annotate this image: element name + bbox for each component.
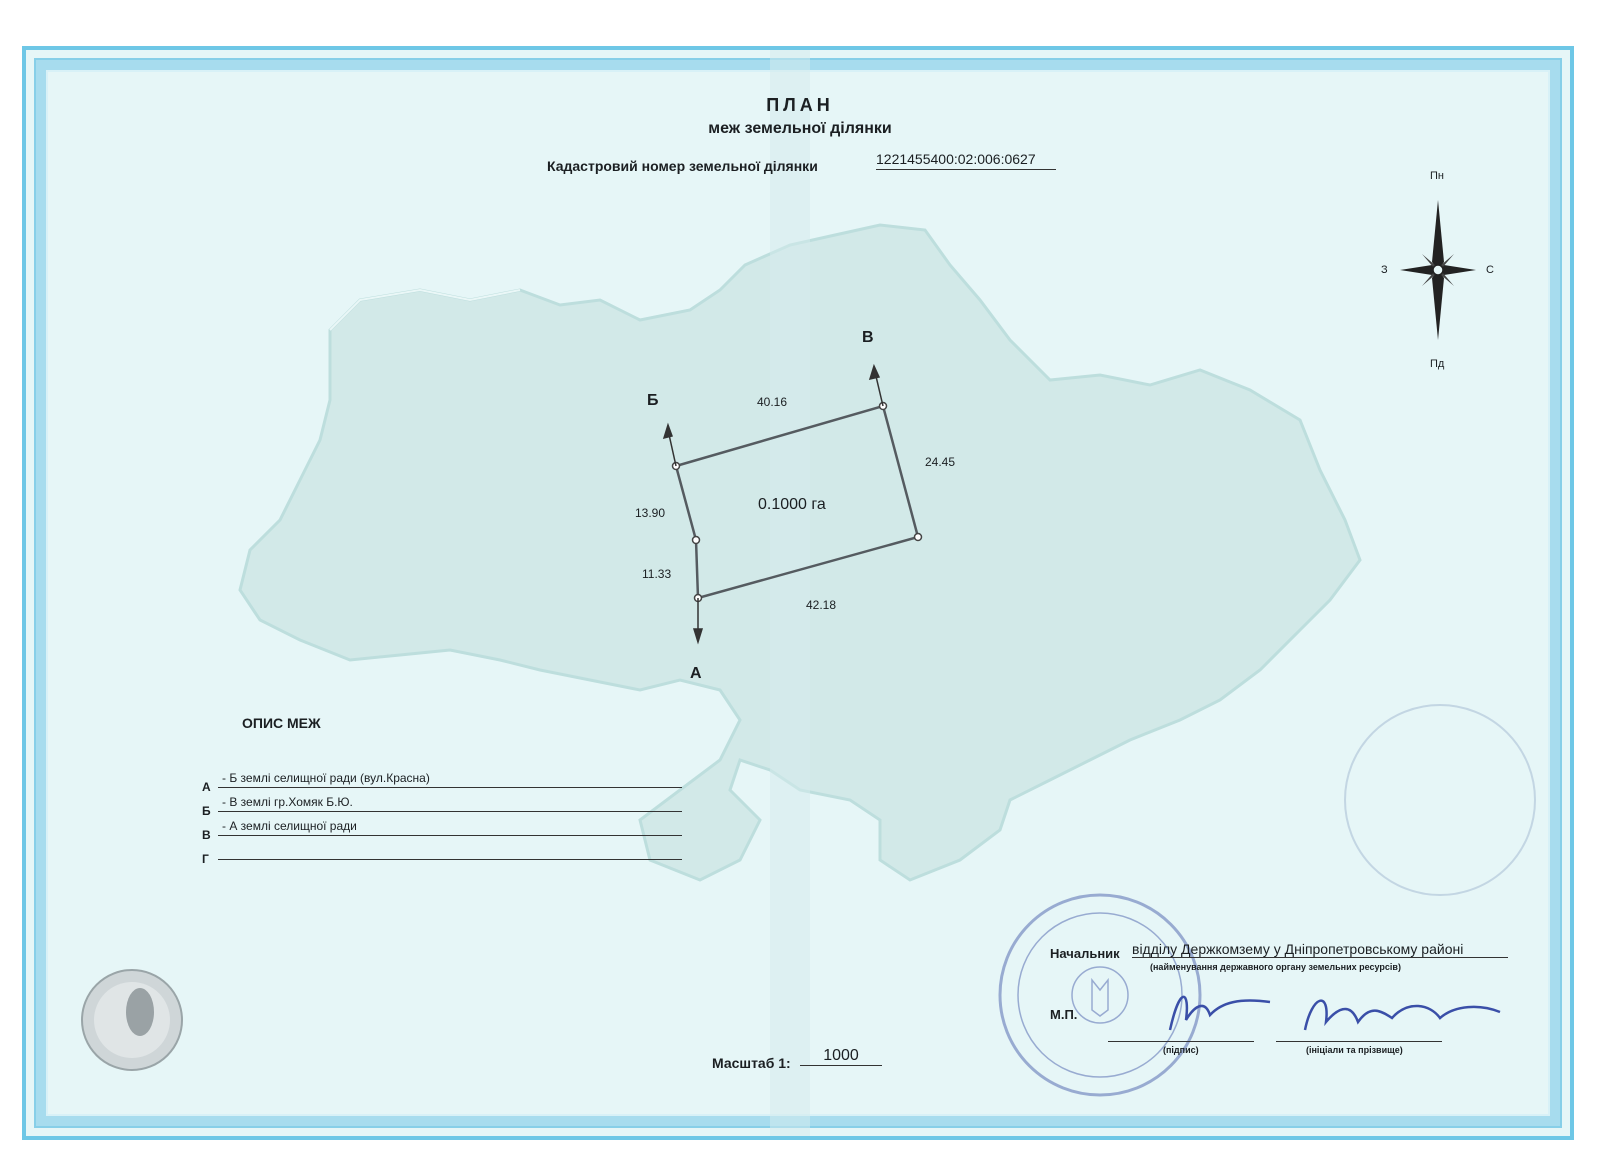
scale-value: 1000: [800, 1047, 882, 1066]
compass-rose-icon: [1400, 200, 1476, 340]
signature-mark: [1170, 997, 1270, 1030]
boundary-row: [202, 792, 682, 818]
vertex-marker: [915, 534, 922, 541]
name-caption: (ініціали та прізвище): [1306, 1045, 1403, 1055]
vertex-label-a: А: [690, 665, 702, 682]
boundary-key: Г: [202, 852, 209, 866]
dimension-top: 40.16: [757, 395, 788, 409]
name-line: [1276, 1040, 1442, 1042]
boundary-text: - В землі гр.Хомяк Б.Ю.: [218, 795, 682, 812]
boundaries-title: ОПИС МЕЖ: [242, 715, 321, 731]
compass-east: С: [1486, 264, 1494, 276]
dimension-left-upper: 13.90: [635, 506, 666, 520]
compass-south: Пд: [1430, 358, 1445, 370]
boundary-row: [202, 816, 682, 842]
compass-west: З: [1381, 264, 1388, 276]
official-seal: [1000, 895, 1200, 1095]
chief-label: Начальник: [1050, 946, 1120, 961]
dimension-left-lower: 11.33: [642, 567, 672, 581]
dimension-bottom: 42.18: [806, 598, 837, 612]
chief-caption: (найменування державного органу земельних ресурсів): [1150, 962, 1401, 972]
dimension-right: 24.45: [925, 455, 956, 469]
page-title: ПЛАН: [766, 95, 834, 115]
signature-name: [1305, 1001, 1500, 1030]
boundary-row: [202, 840, 682, 866]
scale-label: Масштаб 1:: [712, 1055, 791, 1071]
vertex-label-b: Б: [647, 392, 659, 409]
signature-line: [1108, 1040, 1254, 1042]
boundary-text: [218, 843, 682, 860]
chief-department: відділу Держкомзему у Дніпропетровському районі: [1132, 941, 1508, 958]
boundary-text: - А землі селищної ради: [218, 819, 682, 836]
faint-seal: [1345, 705, 1535, 895]
page-subtitle: меж земельної ділянки: [708, 120, 892, 137]
boundary-key: А: [202, 780, 211, 794]
plot-area: 0.1000 га: [758, 496, 826, 513]
vertex-label-v: В: [862, 329, 874, 346]
boundary-key: В: [202, 828, 211, 842]
cadastral-label: Кадастровий номер земельної ділянки: [547, 158, 818, 174]
boundary-key: Б: [202, 804, 211, 818]
boundary-row: [202, 768, 682, 794]
seal-place-label: М.П.: [1050, 1007, 1078, 1022]
cadastral-number: 1221455400:02:006:0627: [876, 151, 1056, 170]
vertex-marker: [693, 537, 700, 544]
compass-north: Пн: [1430, 170, 1444, 182]
boundary-text: - Б землі селищної ради (вул.Красна): [218, 771, 682, 788]
signature-caption: (підпис): [1163, 1045, 1199, 1055]
